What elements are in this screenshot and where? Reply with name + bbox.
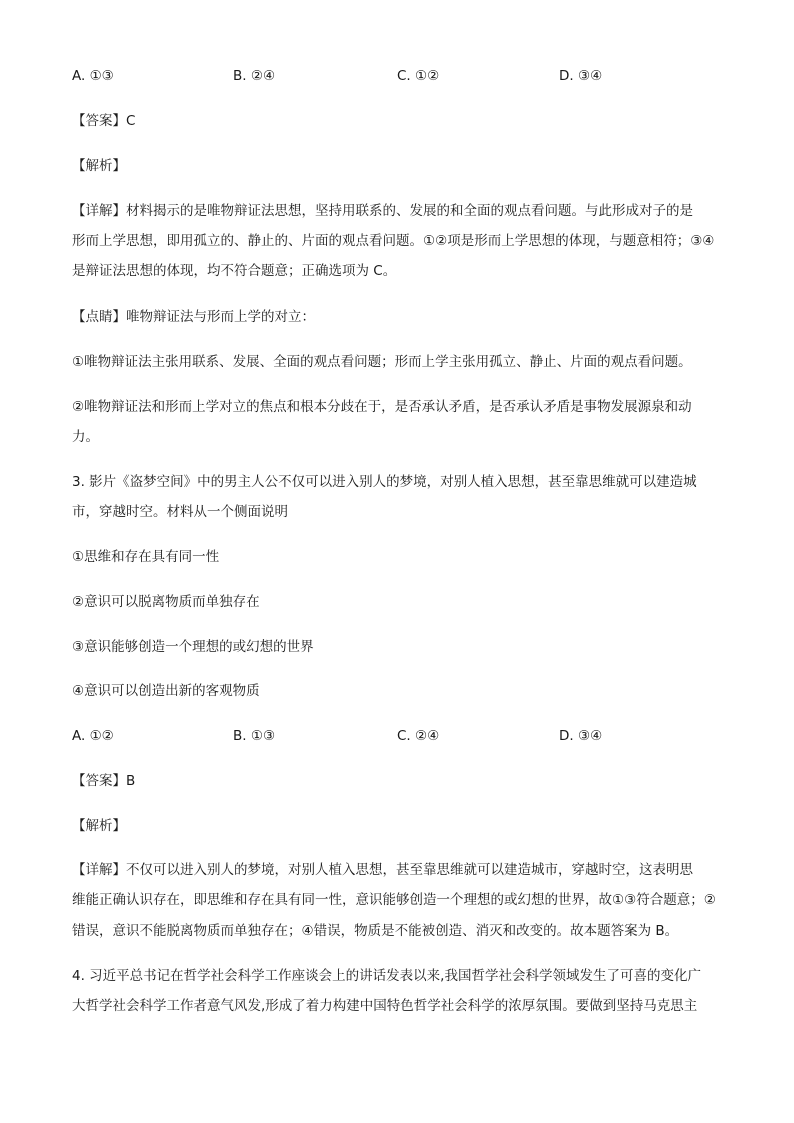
q2-option-b: B. ②④ — [233, 68, 276, 84]
q2-detail-line-1: 【详解】材料揭示的是唯物辩证法思想，坚持用联系的、发展的和全面的观点看问题。与此形成对子的是 — [72, 203, 693, 219]
q3-option-b: B. ①③ — [233, 728, 276, 744]
q2-tip-label: 【点睛】唯物辩证法与形而上学的对立： — [72, 309, 315, 325]
q2-tip-point-1: ①唯物辩证法主张用联系、发展、全面的观点看问题；形而上学主张用孤立、静止、片面的观点看问题。 — [72, 354, 692, 370]
q2-option-a: A. ①③ — [72, 68, 114, 84]
q2-answer: 【答案】C — [72, 113, 136, 129]
q3-stem-line-2: 市，穿越时空。材料从一个侧面说明 — [72, 504, 288, 520]
q3-answer: 【答案】B — [72, 773, 136, 789]
q4-stem-line-1: 4. 习近平总书记在哲学社会科学工作座谈会上的讲话发表以来,我国哲学社会科学领域发生了可喜的变化广 — [72, 968, 701, 984]
q4-stem-line-2: 大哲学社会科学工作者意气风发,形成了着力构建中国特色哲学社会科学的浓厚氛围。要做到坚持马克思主 — [72, 998, 698, 1014]
q3-option-c: C. ②④ — [397, 728, 440, 744]
q2-tip-point-2-cont: 力。 — [72, 429, 99, 445]
q2-detail-line-3: 是辩证法思想的体现，均不符合题意；正确选项为 C。 — [72, 263, 397, 279]
q2-analysis-label: 【解析】 — [72, 158, 126, 174]
q3-detail-line-1: 【详解】不仅可以进入别人的梦境，对别人植入思想，甚至靠思维就可以建造城市，穿越时空，这表明思 — [72, 862, 693, 878]
q3-statement-4: ④意识可以创造出新的客观物质 — [72, 683, 260, 699]
q3-statement-2: ②意识可以脱离物质而单独存在 — [72, 594, 260, 610]
q2-option-c: C. ①② — [397, 68, 440, 84]
q3-stem-line-1: 3. 影片《盗梦空间》中的男主人公不仅可以进入别人的梦境，对别人植入思想，甚至靠思维就可以建造城 — [72, 474, 697, 490]
q2-option-d: D. ③④ — [559, 68, 603, 84]
q3-option-d: D. ③④ — [559, 728, 603, 744]
q3-statement-1: ①思维和存在具有同一性 — [72, 549, 220, 565]
q2-tip-point-2: ②唯物辩证法和形而上学对立的焦点和根本分歧在于，是否承认矛盾，是否承认矛盾是事物发展源泉和动 — [72, 399, 692, 415]
q3-analysis-label: 【解析】 — [72, 818, 126, 834]
q3-statement-3: ③意识能够创造一个理想的或幻想的世界 — [72, 639, 314, 655]
q3-detail-line-3: 错误，意识不能脱离物质而单独存在；④错误，物质是不能被创造、消灭和改变的。故本题答案为 B。 — [72, 923, 679, 939]
q2-detail-line-2: 形而上学思想，即用孤立的、静止的、片面的观点看问题。①②项是形而上学思想的体现，与题意相符；③④ — [72, 233, 715, 249]
q3-option-a: A. ①② — [72, 728, 114, 744]
q3-detail-line-2: 维能正确认识存在，即思维和存在具有同一性，意识能够创造一个理想的或幻想的世界，故①③符合题意；② — [72, 892, 716, 908]
